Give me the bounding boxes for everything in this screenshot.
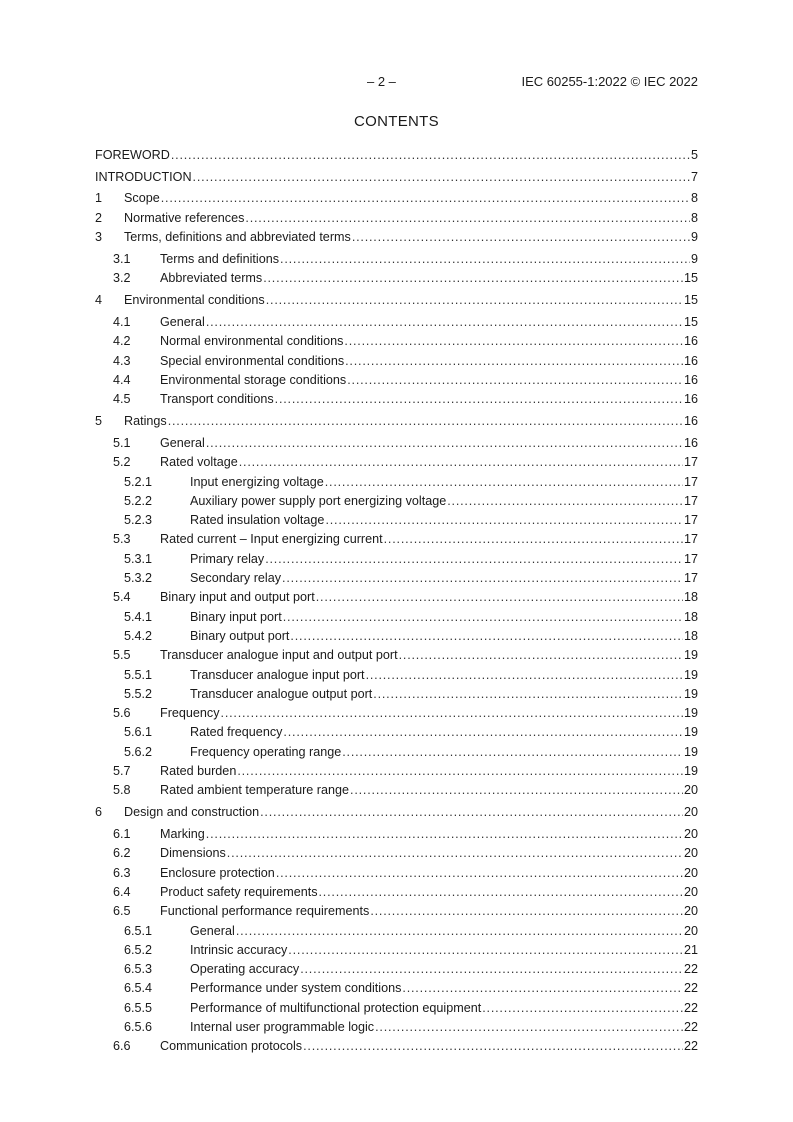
toc-entry-number: 5.5.2 [124, 686, 153, 701]
toc-entry-page: 20 [683, 783, 698, 798]
toc-entry[interactable] [95, 723, 698, 742]
toc-entry[interactable] [95, 227, 698, 246]
toc-entry-page: 19 [683, 648, 698, 663]
dot-leader [239, 455, 683, 469]
toc-entry-number: 5.3.2 [124, 571, 153, 586]
toc-entry-title: Rated insulation voltage [190, 513, 325, 528]
toc-entry-number: 5.8 [113, 783, 131, 798]
toc-entry-number: 3.1 [113, 251, 131, 266]
toc-entry[interactable] [95, 472, 698, 491]
dot-leader [171, 148, 690, 162]
toc-entry-page: 22 [683, 962, 698, 977]
toc-entry[interactable] [95, 844, 698, 863]
dot-leader [206, 315, 683, 329]
toc-entry-number: 4.2 [113, 334, 131, 349]
toc-entry-number: 5.2 [113, 455, 131, 470]
toc-entry-number: 3.2 [113, 271, 131, 286]
dot-leader [345, 354, 683, 368]
dot-leader [245, 211, 690, 225]
toc-entry[interactable] [95, 167, 698, 186]
toc-entry[interactable] [95, 902, 698, 921]
toc-entry-title: Dimensions [160, 846, 226, 861]
toc-entry-page: 19 [683, 686, 698, 701]
toc-entry[interactable] [95, 742, 698, 761]
toc-entry-title: Terms, definitions and abbreviated terms [124, 230, 351, 245]
toc-entry-title: Intrinsic accuracy [190, 942, 288, 957]
toc-entry[interactable] [95, 568, 698, 587]
toc-entry[interactable] [95, 863, 698, 882]
toc-entry[interactable] [95, 511, 698, 530]
dot-leader [370, 904, 683, 918]
dot-leader [319, 885, 683, 899]
toc-entry-number: 6 [95, 805, 103, 820]
toc-entry-title: Performance under system conditions [190, 981, 402, 996]
toc-entry-number: 6.5.1 [124, 923, 153, 938]
toc-entry[interactable] [95, 979, 698, 998]
toc-entry-number: 6.6 [113, 1039, 131, 1054]
toc-entry-number: 4.5 [113, 392, 131, 407]
dot-leader [303, 1039, 683, 1053]
toc-entry-page: 9 [690, 230, 698, 245]
toc-entry-page: 18 [683, 609, 698, 624]
dot-leader [263, 271, 683, 285]
toc-entry[interactable] [95, 390, 698, 409]
toc-entry[interactable] [95, 803, 698, 822]
dot-leader [265, 552, 683, 566]
toc-entry-number: 5.2.3 [124, 513, 153, 528]
dot-leader [206, 827, 683, 841]
dot-leader [161, 191, 690, 205]
toc-entry-page: 16 [683, 435, 698, 450]
toc-entry-title: INTRODUCTION [95, 169, 192, 184]
dot-leader [275, 392, 683, 406]
toc-entry-page: 19 [683, 764, 698, 778]
toc-entry-number: 5.5.1 [124, 667, 153, 682]
dot-leader [206, 436, 683, 450]
table-of-contents [95, 145, 698, 1056]
toc-entry-title: Internal user programmable logic [190, 1020, 375, 1035]
toc-entry-title: Enclosure protection [160, 865, 275, 880]
toc-entry-number: 6.5.6 [124, 1020, 153, 1035]
toc-entry[interactable] [95, 411, 698, 430]
toc-entry-title: Rated frequency [190, 725, 283, 740]
toc-entry-title: Frequency [160, 706, 220, 721]
toc-entry-page: 20 [683, 904, 698, 919]
toc-entry-number: 5.5 [113, 648, 131, 663]
toc-entry-title: Communication protocols [160, 1039, 303, 1054]
dot-leader [325, 513, 683, 527]
dot-leader [399, 648, 683, 662]
dot-leader [352, 230, 690, 244]
toc-entry-title: Transducer analogue input and output port [160, 648, 398, 663]
toc-entry-page: 15 [683, 271, 698, 286]
toc-entry[interactable] [95, 607, 698, 626]
toc-entry-page: 22 [683, 981, 698, 996]
toc-entry-number: 5.2.2 [124, 493, 153, 508]
toc-entry-page: 22 [683, 1039, 698, 1054]
toc-entry-page: 17 [683, 474, 698, 489]
dot-leader [283, 610, 683, 624]
toc-entry-number: 5.1 [113, 435, 131, 450]
dot-leader [260, 805, 683, 819]
toc-entry-title: Rated ambient temperature range [160, 783, 350, 798]
toc-entry-number: 5.3.1 [124, 551, 153, 566]
toc-entry-number: 5.6.2 [124, 744, 153, 759]
toc-entry-title: Transducer analogue input port [190, 667, 365, 682]
toc-entry-title: Performance of multifunctional protection equipment [190, 1000, 482, 1015]
toc-entry-number: 6.3 [113, 865, 131, 880]
toc-entry[interactable] [95, 370, 698, 389]
toc-entry-page: 17 [683, 455, 698, 470]
page-title: CONTENTS [354, 113, 439, 130]
toc-entry-page: 16 [683, 414, 698, 429]
toc-entry[interactable] [95, 882, 698, 901]
toc-entry[interactable] [95, 145, 698, 164]
toc-entry-number: 4.4 [113, 372, 131, 387]
toc-entry-page: 17 [683, 571, 698, 586]
toc-entry-page: 19 [683, 744, 698, 759]
toc-entry-page: 17 [683, 551, 698, 566]
toc-entry-page: 16 [683, 353, 698, 368]
dot-leader [168, 414, 683, 428]
dot-leader [221, 706, 683, 720]
toc-entry[interactable] [95, 269, 698, 288]
toc-entry-title: Product safety requirements [160, 884, 318, 899]
toc-entry-number: 4.1 [113, 314, 131, 329]
toc-entry-title: General [160, 435, 205, 450]
toc-entry-page: 20 [683, 846, 698, 861]
dot-leader [300, 962, 683, 976]
toc-entry[interactable] [95, 208, 698, 227]
toc-entry-title: Operating accuracy [190, 962, 300, 977]
toc-entry-title: Auxiliary power supply port energizing voltage [190, 493, 447, 508]
toc-entry-title: Input energizing voltage [190, 474, 324, 489]
dot-leader [236, 924, 683, 938]
dot-leader [447, 494, 683, 508]
toc-entry[interactable] [95, 703, 698, 722]
toc-entry-page: 5 [690, 147, 698, 162]
toc-entry-page: 8 [690, 191, 698, 206]
toc-entry-page: 19 [683, 667, 698, 682]
dot-leader [282, 571, 683, 585]
toc-entry[interactable] [95, 249, 698, 268]
toc-entry-number: 5 [95, 414, 103, 429]
toc-entry[interactable] [95, 824, 698, 843]
page-header [95, 74, 698, 94]
toc-entry[interactable] [95, 332, 698, 351]
toc-entry-page: 17 [683, 493, 698, 508]
toc-entry[interactable] [95, 312, 698, 331]
toc-entry[interactable] [95, 189, 698, 208]
toc-entry-title: Primary relay [190, 551, 265, 566]
toc-entry-number: 5.3 [113, 532, 131, 547]
dot-leader [347, 373, 683, 387]
dot-leader [280, 252, 690, 266]
toc-entry-title: Abbreviated terms [160, 271, 263, 286]
toc-entry-page: 19 [683, 706, 698, 721]
toc-entry-page: 17 [683, 513, 698, 528]
toc-entry-title: Terms and definitions [160, 251, 280, 266]
toc-entry[interactable] [95, 646, 698, 665]
toc-entry-number: 6.5.3 [124, 962, 153, 977]
toc-entry-page: 20 [683, 805, 698, 820]
toc-entry-title: Special environmental conditions [160, 353, 345, 368]
toc-entry-title: Normal environmental conditions [160, 334, 344, 349]
toc-entry[interactable] [95, 1017, 698, 1036]
toc-entry[interactable] [95, 530, 698, 549]
dot-leader [283, 725, 683, 739]
toc-entry-page: 20 [683, 827, 698, 842]
dot-leader [384, 532, 683, 546]
dot-leader [276, 866, 683, 880]
toc-entry-page: 15 [683, 314, 698, 329]
toc-entry-number: 1 [95, 191, 103, 206]
toc-entry[interactable] [95, 998, 698, 1017]
toc-entry-title: Ratings [124, 414, 167, 429]
dot-leader [227, 846, 683, 860]
toc-entry[interactable] [95, 351, 698, 370]
dot-leader [402, 981, 683, 995]
toc-entry-title: Normative references [124, 210, 245, 225]
toc-entry-number: 4.3 [113, 353, 131, 368]
dot-leader [316, 590, 683, 604]
toc-entry-page: 8 [690, 210, 698, 225]
toc-entry-title: Transport conditions [160, 392, 274, 407]
toc-entry-page: 19 [683, 725, 698, 740]
dot-leader [193, 170, 690, 184]
toc-entry-title: Binary output port [190, 628, 290, 643]
dot-leader [344, 334, 683, 348]
toc-entry-title: FOREWORD [95, 147, 170, 162]
toc-entry-number: 6.4 [113, 884, 131, 899]
toc-entry-number: 5.4.1 [124, 609, 153, 624]
dot-leader [350, 783, 683, 797]
toc-entry-page: 20 [683, 923, 698, 938]
page-number: – 2 – [367, 74, 396, 89]
toc-entry[interactable] [95, 626, 698, 645]
toc-entry[interactable] [95, 1037, 698, 1056]
toc-entry-page: 20 [683, 884, 698, 899]
toc-entry[interactable] [95, 940, 698, 959]
toc-entry[interactable] [95, 921, 698, 940]
toc-entry-number: 3 [95, 230, 103, 245]
dot-leader [325, 475, 683, 489]
toc-entry-page: 16 [683, 392, 698, 407]
toc-entry[interactable] [95, 453, 698, 472]
toc-entry-number: 6.2 [113, 846, 131, 861]
dot-leader [373, 687, 683, 701]
toc-entry-title: Rated burden [160, 764, 237, 778]
toc-entry-title: Transducer analogue output port [190, 686, 373, 701]
toc-entry-number: 5.6.1 [124, 725, 153, 740]
toc-entry[interactable] [95, 781, 698, 800]
toc-entry-title: Binary input port [190, 609, 282, 624]
dot-leader [266, 293, 683, 307]
toc-entry-title: Rated voltage [160, 455, 238, 470]
toc-entry[interactable] [95, 549, 698, 568]
toc-entry-title: Marking [160, 827, 205, 842]
dot-leader [290, 629, 683, 643]
toc-entry-page: 21 [683, 942, 698, 957]
toc-entry-page: 22 [683, 1000, 698, 1015]
toc-entry-title: Frequency operating range [190, 744, 342, 759]
toc-entry-page: 18 [683, 628, 698, 643]
toc-entry-title: Binary input and output port [160, 590, 315, 605]
toc-entry-page: 18 [683, 590, 698, 605]
dot-leader [288, 943, 683, 957]
document-reference: IEC 60255-1:2022 © IEC 2022 [521, 74, 698, 89]
toc-entry[interactable] [95, 290, 698, 309]
toc-entry[interactable] [95, 433, 698, 452]
toc-entry-number: 5.7 [113, 764, 131, 778]
toc-entry-title: Scope [124, 191, 160, 206]
toc-entry-page: 17 [683, 532, 698, 547]
toc-entry[interactable] [95, 761, 698, 780]
toc-entry-page: 22 [683, 1020, 698, 1035]
toc-entry-title: Environmental conditions [124, 293, 265, 308]
toc-entry-number: 5.6 [113, 706, 131, 721]
toc-entry-number: 2 [95, 210, 103, 225]
toc-entry-title: Environmental storage conditions [160, 372, 347, 387]
dot-leader [482, 1001, 683, 1015]
toc-entry-title: Secondary relay [190, 571, 282, 586]
dot-leader [342, 745, 683, 759]
toc-entry-number: 5.4.2 [124, 628, 153, 643]
toc-entry-number: 4 [95, 293, 103, 308]
toc-entry-number: 5.4 [113, 590, 131, 605]
toc-entry-page: 7 [690, 169, 698, 184]
dot-leader [375, 1020, 683, 1034]
toc-entry-page: 16 [683, 372, 698, 387]
toc-entry-number: 6.5.5 [124, 1000, 153, 1015]
toc-entry-page: 9 [690, 251, 698, 266]
toc-entry[interactable] [95, 684, 698, 703]
toc-entry-title: Design and construction [124, 805, 260, 820]
toc-entry-title: General [190, 923, 235, 938]
toc-entry-page: 20 [683, 865, 698, 880]
toc-entry[interactable] [95, 491, 698, 510]
toc-entry-number: 6.1 [113, 827, 131, 842]
toc-entry-number: 6.5.4 [124, 981, 153, 996]
toc-entry-number: 6.5.2 [124, 942, 153, 957]
toc-entry[interactable] [95, 665, 698, 684]
toc-entry[interactable] [95, 588, 698, 607]
toc-entry-number: 6.5 [113, 904, 131, 919]
toc-entry-page: 16 [683, 334, 698, 349]
toc-entry-title: General [160, 314, 205, 329]
dot-leader [237, 764, 683, 778]
toc-entry-number: 5.2.1 [124, 474, 153, 489]
toc-entry-title: Functional performance requirements [160, 904, 370, 919]
toc-entry-page: 15 [683, 293, 698, 308]
toc-entry[interactable] [95, 960, 698, 979]
dot-leader [366, 668, 683, 682]
toc-entry-title: Rated current – Input energizing current [160, 532, 383, 547]
